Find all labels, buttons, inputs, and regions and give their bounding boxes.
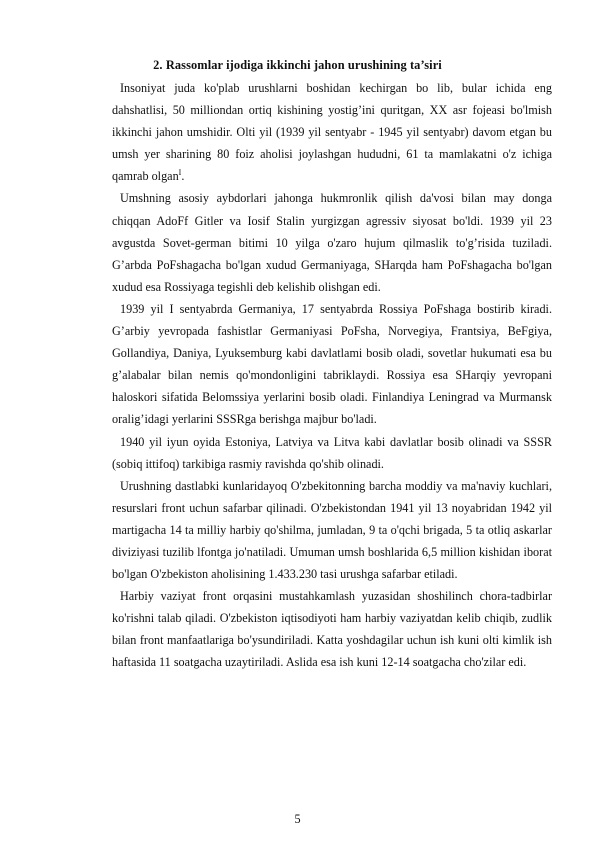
paragraph-3: 1939 yil I sentyabrda Germaniya, 17 sentyabrda Rossiya PoFshaga bostirib kiradi. G’arbiy yevropada fashistlar Germaniyasi PoFsha, Norvegiya, Frantsiya, BeFgiya, Gollandiya, Daniya, Lyuksemburg kabi davlatlami bosib oladi, sovetlar hukumati esa bu g’alabalar bilan nemis qo'mondonligini tabriklaydi. Rossiya esa SHarqiy yevropani haloskori sifatida Belomssiya yerlarini bosib oladi. Finlandiya Leningrad va Murmansk oralig’idagi yerlarini SSSRga berishga majbur bo'ladi. bbox=[112, 301, 552, 427]
paragraph-1-text: Insoniyat juda ko'plab urushlarni boshidan kechirgan bo lib, bular ichida eng dahshatlisi, 50 milliondan ortiq kishining yostig’ini quritgan, XX asr fojeasi bo'lmish ikkinchi jahon umshidir. Olti yil (1939 yil sentyabr - 1945 yil sentyabr) davom etgan bu umsh yer sharining 80 foiz aholisi joylashgan hududni, 61 ta mamlakatni o'z ichiga qamrab olgan bbox=[112, 81, 552, 184]
footnote-marker: I bbox=[178, 168, 182, 178]
paragraph-2: Umshning asosiy aybdorlari jahonga hukmronlik qilish da'vosi bilan may donga chiqqan AdoFf Gitler va Iosif Stalin yurgizgan agressiv siyosat bo'ldi. 1939 yil 23 avgustda Sovet-german bitimi 10 yilga o'zaro hujum qilmaslik to'g’risida tuziladi. G’arbda PoFshagacha bo'lgan xudud Germaniyaga, SHarqda ham PoFshagacha bo'lgan xudud esa Rossiyaga tegishli deb kelishib olishgan edi. bbox=[112, 191, 552, 294]
body-text bbox=[112, 77, 552, 674]
paragraph-1-suffix: . bbox=[181, 169, 185, 184]
paragraph-5: Urushning dastlabki kunlaridayoq O'zbekitonning barcha moddiy va ma'naviy kuchlari, resurslari front uchun safarbar qilinadi. O'zbekistondan 1941 yil 13 noyabridan 1942 yil martigacha 14 ta milliy harbiy qo'shilma, jumladan, 9 ta o'qchi brigada, 5 ta otliq askarlar diviziyasi tuzilib lfontga jo'natiladi. Umuman umsh boshlarida 6,5 million kishidan iborat bo'lgan O'zbekiston aholisining 1.433.230 tasi urushga safarbar etiladi. bbox=[112, 478, 552, 582]
paragraph-4: 1940 yil iyun oyida Estoniya, Latviya va Litva kabi davlatlar bosib olinadi va SSSR (sobiq ittifoq) tarkibiga rasmiy ravishda qo'shib olinadi. bbox=[112, 434, 552, 471]
section-title: 2. Rassomlar ijodiga ikkinchi jahon urushining ta’siri bbox=[153, 58, 442, 72]
page-number: 5 bbox=[294, 812, 301, 826]
paragraph-1 bbox=[112, 77, 552, 187]
paragraph-6: Harbiy vaziyat front orqasini mustahkamlash yuzasidan shoshilinch chora-tadbirlar ko'rishni talab qiladi. O'zbekiston iqtisodiyoti ham harbiy vaziyatdan kelib chiqib, zudlik bilan front manfaatlariga bo'ysundiriladi. Katta yoshdagilar uchun ish kuni olti kimlik ish haftasida 11 soatgacha uzaytiriladi. Aslida esa ish kuni 12-14 soatgacha cho'zilar edi. bbox=[112, 589, 552, 670]
